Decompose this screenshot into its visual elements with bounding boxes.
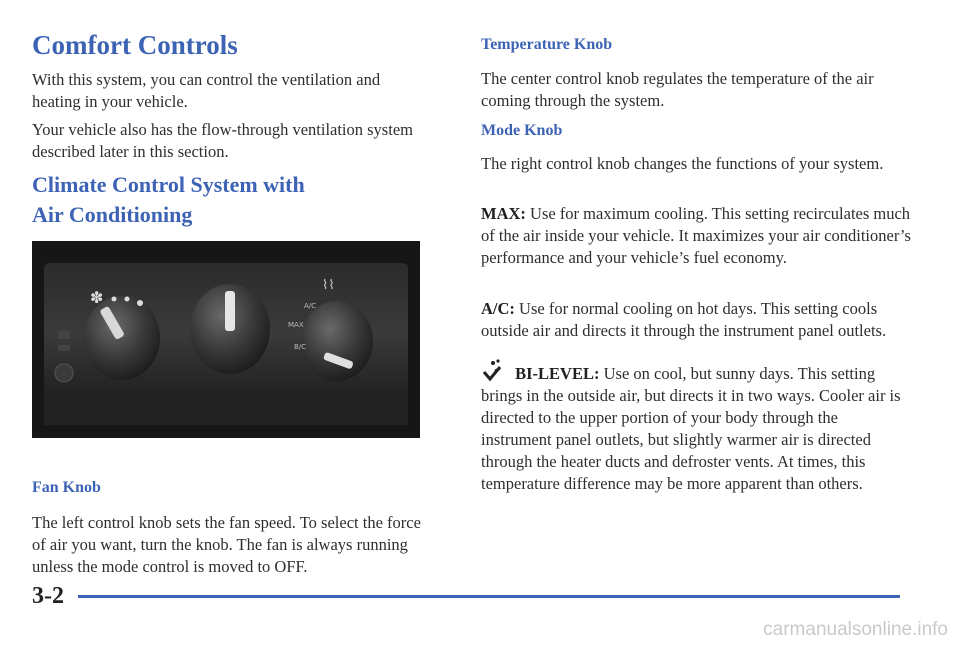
photo-label-max: MAX [288, 321, 304, 329]
temperature-knob-heading: Temperature Knob [481, 36, 613, 53]
ac-text: Use for normal cooling on hot days. This setting cools outside air and directs it through the instrument panel outlets. [481, 299, 887, 340]
bilevel-label: BI-LEVEL: [515, 364, 600, 383]
mode-knob-text: The right control knob changes the functions of your system. [481, 154, 884, 173]
section-title-line1: Climate Control System with [32, 172, 305, 197]
max-setting-paragraph [481, 203, 911, 269]
footer-rule [78, 595, 900, 598]
photo-label-bi: B/C [294, 343, 307, 351]
bilevel-setting-paragraph [481, 358, 901, 495]
fan-icon: ✽ [90, 288, 104, 307]
max-label: MAX: [481, 204, 526, 223]
watermark: carmanualsonline.info [763, 619, 948, 640]
climate-control-panel-illustration [32, 241, 420, 438]
ac-label: A/C: [481, 299, 515, 318]
bilevel-text: Use on cool, but sunny days. This setting brings in the outside air, but directs it in two ways. Cooler air is directed to the upper portion of your body through the instrument panel outlets, but slightly warmer air is directed through the heater ducts and defroster vents. At times, this temperature difference may be more apparent than others. [481, 364, 901, 493]
section-title [32, 170, 305, 230]
section-title-line2: Air Conditioning [32, 202, 193, 227]
vent-icon: ⌇⌇ [322, 278, 335, 293]
fan-knob-text: The left control knob sets the fan speed. To select the force of air you want, turn the knob. The fan is always running unless the mode control is moved to OFF. [32, 513, 421, 576]
intro-paragraph-1: With this system, you can control the ventilation and heating in your vehicle. [32, 70, 381, 111]
fan-knob-heading: Fan Knob [32, 479, 101, 496]
intro-paragraph-2: Your vehicle also has the flow-through ventilation system described later in this section. [32, 120, 413, 161]
max-text: Use for maximum cooling. This setting recirculates much of the air inside your vehicle. It maximizes your air conditioner’s performance and your vehicle’s fuel economy. [481, 204, 911, 267]
fan-knob [84, 296, 160, 380]
mode-knob-heading: Mode Knob [481, 122, 563, 139]
photo-label-ac: A/C [304, 302, 317, 310]
climate-control-photo [32, 241, 420, 438]
bi-level-icon [481, 358, 505, 382]
ac-setting-paragraph [481, 298, 901, 342]
mode-knob [301, 301, 373, 381]
page-number: 3-2 [32, 583, 64, 609]
temperature-knob-text: The center control knob regulates the temperature of the air coming through the system. [481, 69, 874, 110]
page-title: Comfort Controls [32, 30, 238, 60]
